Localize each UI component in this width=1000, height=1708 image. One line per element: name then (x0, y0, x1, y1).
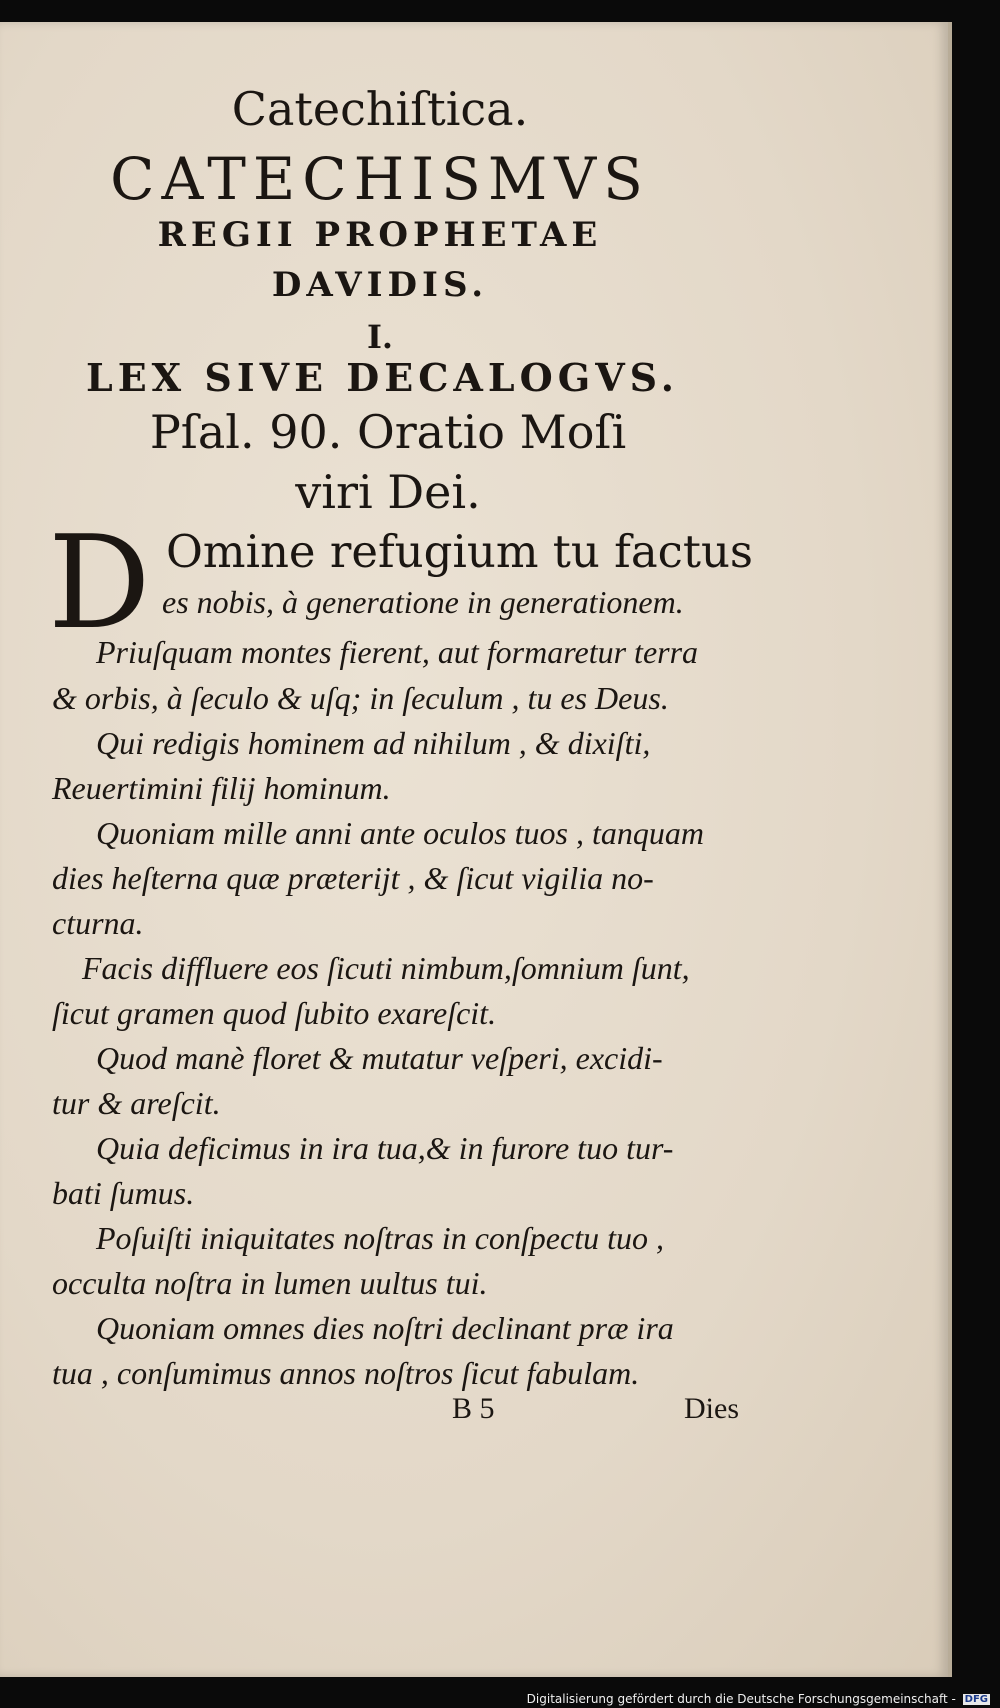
psalm-heading-line-2: viri Dei. (295, 465, 481, 519)
subtitle-line-1: REGII PROPHETAE (157, 215, 603, 255)
psalm-heading-line-1: Pſal. 90. Oratio Moſi (149, 405, 627, 459)
credit-text: Digitalisierung gefördert durch die Deutsche Forschungsgemeinschaft - (526, 1692, 956, 1706)
body-line: cturna. (52, 905, 144, 941)
body-line: tua , conſumimus annos noſtros ſicut fabulam. (52, 1355, 640, 1391)
first-text-line: Omine refugium tu factus (166, 525, 754, 578)
section-title: LEX SIVE DECALOGVS. (85, 355, 679, 400)
subtitle-line-2: DAVIDIS. (271, 265, 489, 305)
body-line: & orbis, à ſeculo & uſq; in ſeculum , tu es Deus. (52, 680, 669, 716)
section-number: I. (366, 318, 394, 356)
body-line: ſicut gramen quod ſubito exareſcit. (52, 995, 497, 1031)
body-line: Quod manè floret & mutatur veſperi, excidi- (96, 1040, 663, 1076)
body-line: Qui redigis hominem ad nihilum , & dixiſti, (96, 725, 651, 761)
body-line: tur & areſcit. (52, 1085, 221, 1121)
page-edge (948, 22, 952, 1677)
body-line: Priuſquam montes fierent, aut formaretur terra (96, 634, 699, 670)
body-line: occulta noſtra in lumen uultus tui. (52, 1265, 488, 1301)
drop-cap: D (48, 509, 151, 658)
digitization-credit (527, 1692, 990, 1706)
body-line: dies heſterna quæ præterijt , & ſicut vigilia no- (52, 860, 654, 896)
body-line: Quoniam mille anni ante oculos tuos , tanquam (96, 815, 704, 851)
catchword: Dies (684, 1392, 739, 1425)
body-line: es nobis, à generatione in generationem. (162, 584, 684, 620)
body-line: Reuertimini filij hominum. (52, 770, 391, 806)
running-head: Catechiſtica. (231, 82, 529, 136)
signature-mark: B 5 (452, 1392, 495, 1425)
page-title: CATECHISMVS (110, 145, 650, 213)
body-line: Facis diffluere eos ſicuti nimbum,ſomnium ſunt, (82, 950, 690, 986)
dfg-logo: DFG (964, 1694, 988, 1705)
body-line: bati ſumus. (52, 1175, 195, 1211)
body-line: Quoniam omnes dies noſtri declinant præ ira (96, 1310, 674, 1346)
body-line: Quia deficimus in ira tua,& in furore tuo tur- (96, 1130, 674, 1166)
body-line: Poſuiſti iniquitates noſtras in conſpectu tuo , (96, 1220, 664, 1256)
